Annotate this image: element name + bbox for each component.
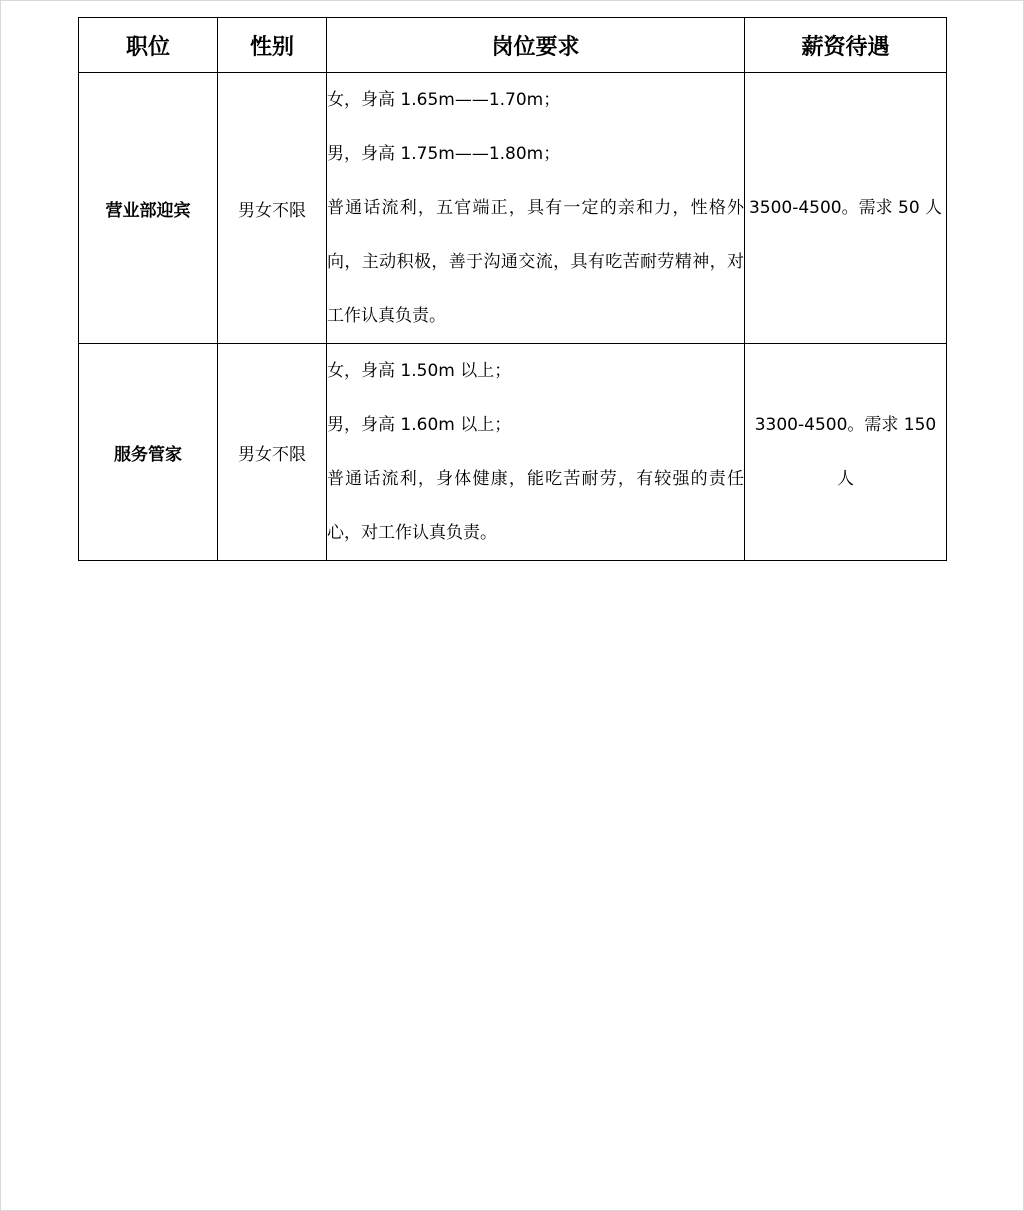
requirement-male-height: 男，身高 1.75m——1.80m； [327,144,561,164]
requirements-cell [327,73,745,344]
requirement-male-height: 男，身高 1.60m 以上； [327,415,512,435]
table-header-row [79,18,947,73]
position-cell: 服务管家 [79,344,218,561]
header-salary: 薪资待遇 [745,18,947,73]
header-requirements: 岗位要求 [327,18,745,73]
requirement-description: 普通话流利，身体健康，能吃苦耐劳，有较强的责任心，对工作认真负责。 [327,469,744,543]
salary-cell: 3300-4500。需求 150 人 [745,344,947,561]
requirement-description: 普通话流利，五官端正，具有一定的亲和力，性格外向，主动积极，善于沟通交流，具有吃苦耐劳精神，对工作认真负责。 [327,198,744,326]
position-cell: 营业部迎宾 [79,73,218,344]
requirement-female-height: 女，身高 1.50m 以上； [327,361,512,381]
requirements-cell [327,344,745,561]
gender-cell: 男女不限 [218,344,327,561]
job-table [78,17,947,561]
gender-cell: 男女不限 [218,73,327,344]
table-row [79,73,947,344]
header-gender: 性别 [218,18,327,73]
salary-cell: 3500-4500。需求 50 人 [745,73,947,344]
table-row [79,344,947,561]
header-position: 职位 [79,18,218,73]
requirement-female-height: 女，身高 1.65m——1.70m； [327,90,561,110]
